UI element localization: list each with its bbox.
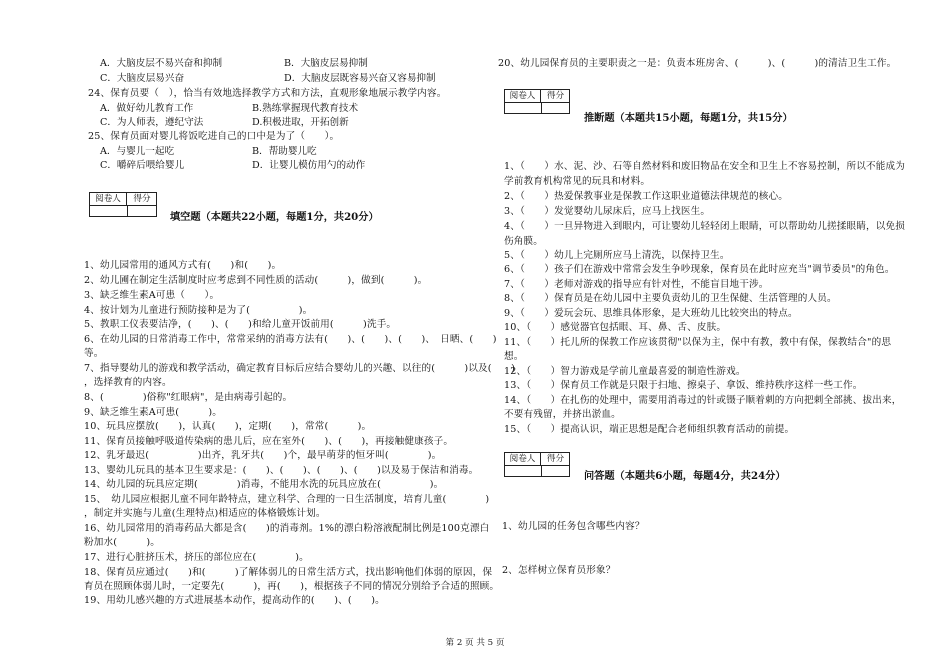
question-24: 24、保育员要（ ），恰当有效地选择教学方式和方法，直观形象地展示教学内容。 [88,88,447,99]
score-box [89,192,157,217]
judge-question-line: 9、（ ）爱玩会玩、思维具体形象，是大班幼儿比较突出的特点。 [504,308,798,319]
score-box [504,452,570,477]
fill-question-line: 等。 [84,348,104,359]
judge-question-line: 11、（ ）托儿所的保教工作应该贯彻"以保为主，保中有教，教中有保，保教结合"的思 [504,337,892,348]
score-label: 得分 [546,91,565,101]
q24-option-a: A．做好幼儿教育工作 [100,103,194,114]
score-label: 得分 [546,454,565,464]
fill-question-line: 4、按计划为儿童进行预防接种是为了( )。 [84,305,313,316]
fill-question-line: 育员在照顾体弱儿时，一定要先( )，再( )，根据孩子不同的情况分别给予合适的照顾。 [84,581,500,592]
judge-question-line: 13、（ ）保育员工作就是只限于扫地、擦桌子、拿饭、维持秩序这样一些工作。 [504,380,863,391]
qa-question-1: 1、幼儿园的任务包含哪些内容？ [502,521,645,532]
option-c: C．大脑皮层易兴奋 [100,73,185,84]
q24-option-c: C．为人师表，遵纪守法 [100,117,204,128]
judge-question-line: 1、（ ）水、泥、沙、石等自然材料和废旧物品在安全和卫生上不容易控制，所以不能成为 [504,161,905,172]
judge-question-line: 12、（ ）智力游戏是学前儿童最喜爱的制造性游戏。 [504,366,746,377]
fill-question-line: 1、幼儿园常用的通风方式有( )和( )。 [84,260,282,271]
fill-question-line: 7、指导婴幼儿的游戏和教学活动，确定教育目标后应结合婴幼儿的兴趣、以往的( )以及( ) [84,363,516,374]
fill-question-line: 15、 幼儿园应根据儿童不同年龄特点，建立科学、合理的一日生活制度，培育儿童( ) [84,494,490,505]
fill-question-line: 粉加水( )。 [84,537,160,548]
option-line [284,57,368,70]
judge-question-line: 10、（ ）感觉器官包括眼、耳、鼻、舌、皮肤。 [504,322,727,333]
fill-question-line: 16、幼儿园常用的消毒药品大都是含( )的消毒剂。1%的漂白粉溶液配制比例是100克漂白 [84,523,490,534]
judge-question-line: 4、（ ）一旦异物进入到眼内，可让婴幼儿轻轻闭上眼睛，可以帮助幼儿搓揉眼睛，以免损 [504,221,905,232]
fill-question-line: 17、进行心脏挤压术，挤压的部位应在( )。 [84,552,309,563]
score-label: 得分 [133,194,151,204]
judge-question-line: 7、（ ）老师对游戏的指导应有针对性，不能盲目地干涉。 [504,279,769,290]
fill-question-line: 10、玩具应摆放( )，认真( )，定期( )，常常( )。 [84,421,372,432]
q25-option-c: C．嚼碎后喂给婴儿 [100,160,185,171]
judge-question-line: 3、（ ）发觉婴幼儿尿床后，应马上找医生。 [504,206,711,217]
section-title-qa: 问答题（本题共6小题，每题4分，共24分） [584,470,786,482]
fill-question-line: 5、教职工仪表要洁净，( )、( )和给儿童开饭前用( )洗手。 [84,319,397,330]
judge-question-line: 学前教育机构常见的玩具和材料。 [504,176,651,187]
judge-question-line: 伤角膜。 [504,236,543,247]
q25-option-d: D．让婴儿模仿用勺的动作 [252,160,366,171]
fill-question-line: ，选择教育的内容。 [84,377,172,388]
fill-question-line: 19、用幼儿感兴趣的方式进展基本动作，提高动作的( )、( )。 [84,595,385,606]
question-20: 20、幼儿园保育员的主要职责之一是：负责本班房舍、( )、( )的清洁卫生工作。 [498,58,897,69]
section-title-judge: 推断题（本题共15小题，每题1分，共15分） [584,112,793,124]
fill-question-line: 18、保育员应通过( )和( )了解体弱儿的日常生活方式，找出影响他们体弱的原因，保 [84,567,493,578]
reviewer-label: 阅卷人 [90,193,127,205]
fill-question-line: 2、幼儿圃在制定生活制度时应考虑到不同性质的活动( )，做到( )。 [84,275,428,286]
page-footer: 第 2 页 共 5 页 [445,638,505,648]
q24-option-b: B.熟练掌握现代教育技术 [252,103,359,114]
fill-question-line: 12、乳牙最迟( )出齐，乳牙共( )个，最早萌芽的恒牙叫( )。 [84,450,442,461]
fill-question-line: ，制定并实施与儿童(生理特点)相适应的体格锻炼计划。 [84,508,326,519]
judge-question-line: 6、（ ）孩子们在游戏中常常会发生争吵现象，保育员在此时应充当"调节委员"的角色。 [504,264,895,275]
judge-question-line: 2、（ ）热爱保教事业是保教工作这职业道德法律规范的核心。 [504,191,789,202]
q24-option-d: D.积极进取，开拓创新 [252,117,349,128]
fill-question-line: 13、婴幼儿玩具的基本卫生要求是：( )、( )、( )、( )以及易于保洁和消毒。 [84,465,479,476]
score-box [504,89,570,114]
q25-option-b: B．帮助婴儿吃 [252,146,317,157]
option-line [100,72,184,85]
option-line [284,72,436,85]
fill-question-line: 3、缺乏维生素A可患（ ）。 [84,290,220,301]
judge-question-line: 14、（ ）在扎伤的处理中，需要用消毒过的针或镊子顺着刺的方向把刺全部挑、拔出来， [504,395,902,406]
option-b: B．大脑皮层易抑制 [284,58,368,69]
fill-question-line: 14、幼儿园的玩具应定期( )消毒，不能用水洗的玩具应放在( )。 [84,479,444,490]
fill-question-line: 8、( )俗称"红眼病"，是由病毒引起的。 [84,392,293,403]
judge-question-line: 8、（ ）保育员是在幼儿园中主要负责幼儿的卫生保健、生活管理的人员。 [504,293,837,304]
question-25: 25、保育员面对婴儿将饭吃进自己的口中是为了（ ）。 [88,131,340,142]
judge-question-line: 想。 [504,351,524,362]
fill-question-line: 9、缺乏维生素A可患( )。 [84,407,223,418]
section-title-fill: 填空题（本题共22小题，每题1分，共20分） [170,211,379,223]
fill-question-line: 6、在幼儿园的日常消毒工作中，常常采纳的消毒方法有( )、( )、( )、 日晒、( ) [84,334,497,345]
q25-option-a: A．与婴儿一起吃 [100,146,175,157]
fill-question-line: 11、保育员接触呼吸道传染病的患儿后，应在室外( )、( )，再接触健康孩子。 [84,436,454,447]
reviewer-label: 阅卷人 [505,453,541,465]
qa-question-2: 2、怎样树立保育员形象？ [502,565,616,576]
option-d: D．大脑皮层既容易兴奋又容易抑制 [284,73,436,84]
judge-question-line: 不要有残留，并挤出淤血。 [504,409,621,420]
judge-question-line: 15、（ ）提高认识，端正思想是配合老师组织教育活动的前提。 [504,424,795,435]
option-a: A．大脑皮层不易兴奋和抑制 [100,58,223,69]
option-line [100,57,222,70]
reviewer-label: 阅卷人 [505,90,541,102]
judge-question-line: 5、（ ）幼儿上完厕所应马上清洗，以保持卫生。 [504,250,730,261]
